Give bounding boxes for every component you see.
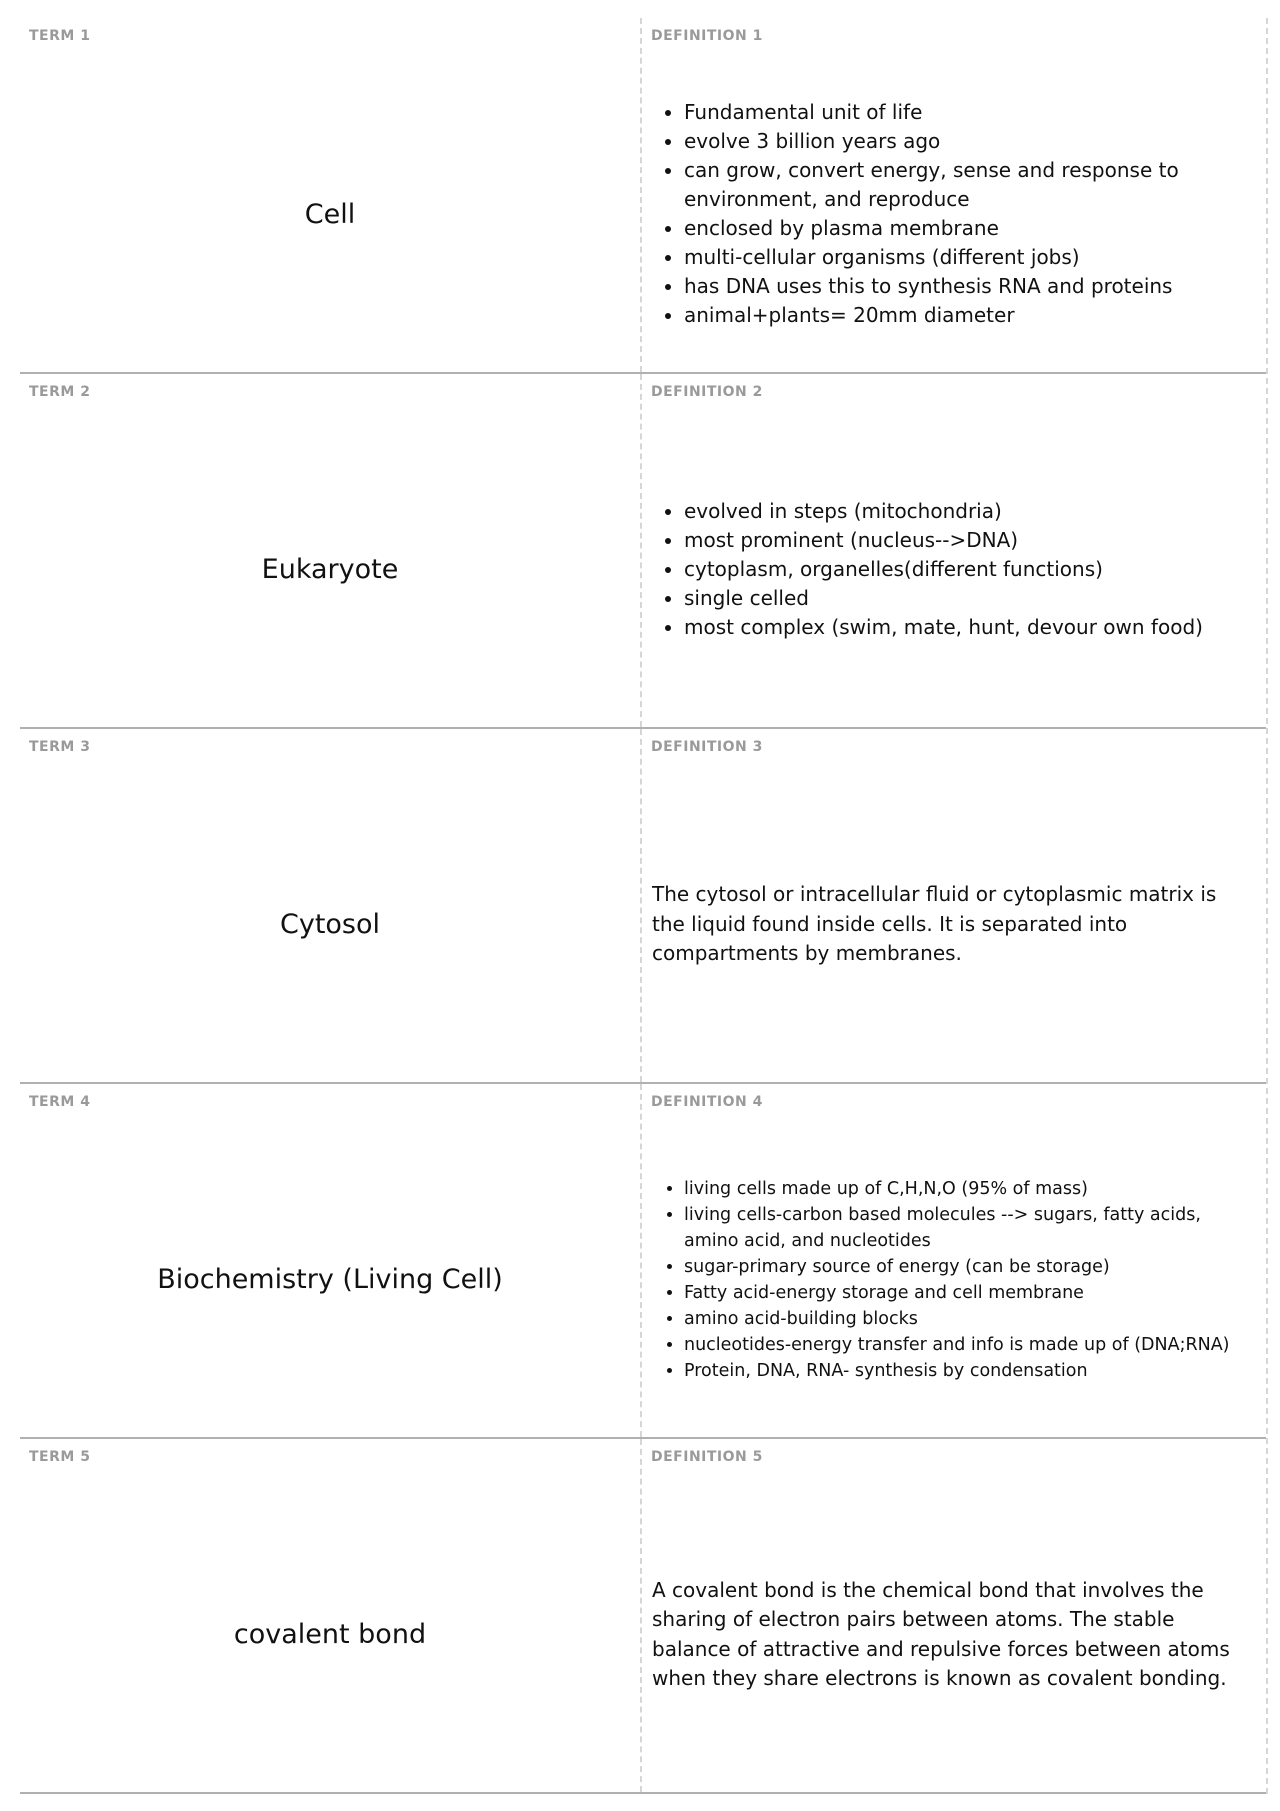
definition-item: • most complex (swim, mate, hunt, devour own food) [684, 613, 1203, 642]
definition-label: DEFINITION 3 [651, 739, 763, 755]
definition-item: • living cells-carbon based molecules --> sugars, fatty acids, amino acid, and nucleotides [684, 1202, 1252, 1254]
term-side [20, 374, 642, 727]
term-label: TERM 3 [29, 739, 91, 755]
definition-paragraph: The cytosol or intracellular fluid or cytoplasmic matrix is the liquid found inside cells. It is separated into compartments by membranes. [652, 882, 1217, 966]
term-label: TERM 1 [29, 28, 91, 44]
definition-body [652, 412, 1252, 727]
definition-item: • sugar-primary source of energy (can be storage) [684, 1254, 1252, 1280]
flashcard-sheet [20, 18, 1268, 1794]
definition-label: DEFINITION 5 [651, 1449, 763, 1465]
definition-label: DEFINITION 4 [651, 1094, 763, 1110]
definition-item: • has DNA uses this to synthesis RNA and proteins [684, 272, 1252, 301]
flashcard-5 [20, 1439, 1266, 1794]
definition-item: • cytoplasm, organelles(different functions) [684, 555, 1203, 584]
definition-item: • can grow, convert energy, sense and response to environment, and reproduce [684, 156, 1252, 214]
definition-side [642, 1084, 1266, 1437]
definition-label: DEFINITION 1 [651, 28, 763, 44]
term-label: TERM 5 [29, 1449, 91, 1465]
definition-item: • most prominent (nucleus-->DNA) [684, 526, 1203, 555]
definition-list [652, 98, 1252, 330]
definition-side [642, 1439, 1266, 1792]
definition-label: DEFINITION 2 [651, 384, 763, 400]
definition-item: • evolved in steps (mitochondria) [684, 497, 1203, 526]
definition-item: • evolve 3 billion years ago [684, 127, 1252, 156]
flashcard-3 [20, 729, 1266, 1084]
definition-body [652, 767, 1252, 1082]
definition-item: • animal+plants= 20mm diameter [684, 301, 1252, 330]
definition-item: • single celled [684, 584, 1203, 613]
definition-side [642, 374, 1266, 727]
term-side [20, 18, 642, 372]
definition-item: • Fatty acid-energy storage and cell membrane [684, 1280, 1252, 1306]
definition-item: • Protein, DNA, RNA- synthesis by condensation [684, 1358, 1252, 1384]
term-side [20, 1439, 642, 1792]
definition-item: • Fundamental unit of life [684, 98, 1252, 127]
term-text: covalent bond [233, 1619, 427, 1650]
term-text: Eukaryote [261, 554, 399, 585]
definition-list [652, 1176, 1252, 1384]
definition-list [652, 497, 1203, 642]
definition-side [642, 729, 1266, 1082]
term-text: Biochemistry (Living Cell) [157, 1264, 503, 1295]
definition-item: • amino acid-building blocks [684, 1306, 1252, 1332]
definition-paragraph: A covalent bond is the chemical bond that involves the sharing of electron pairs between atoms. The stable balance of attractive and repulsive forces between atoms when they share electrons is known as covalent bonding. [652, 1577, 1230, 1690]
term-text: Cytosol [279, 909, 381, 940]
flashcard-1 [20, 18, 1266, 374]
definition-item: • multi-cellular organisms (different jobs) [684, 243, 1252, 272]
definition-body [652, 1477, 1252, 1792]
term-label: TERM 4 [29, 1094, 91, 1110]
flashcard-4 [20, 1084, 1266, 1439]
definition-item: • nucleotides-energy transfer and info is made up of (DNA;RNA) [684, 1332, 1252, 1358]
term-side [20, 729, 642, 1082]
term-label: TERM 2 [29, 384, 91, 400]
flashcard-2 [20, 374, 1266, 729]
definition-body [652, 56, 1252, 372]
definition-item: • enclosed by plasma membrane [684, 214, 1252, 243]
term-text: Cell [304, 198, 356, 230]
definition-body [652, 1122, 1252, 1437]
definition-side [642, 18, 1266, 372]
term-side [20, 1084, 642, 1437]
definition-item: • living cells made up of C,H,N,O (95% of mass) [684, 1176, 1252, 1202]
